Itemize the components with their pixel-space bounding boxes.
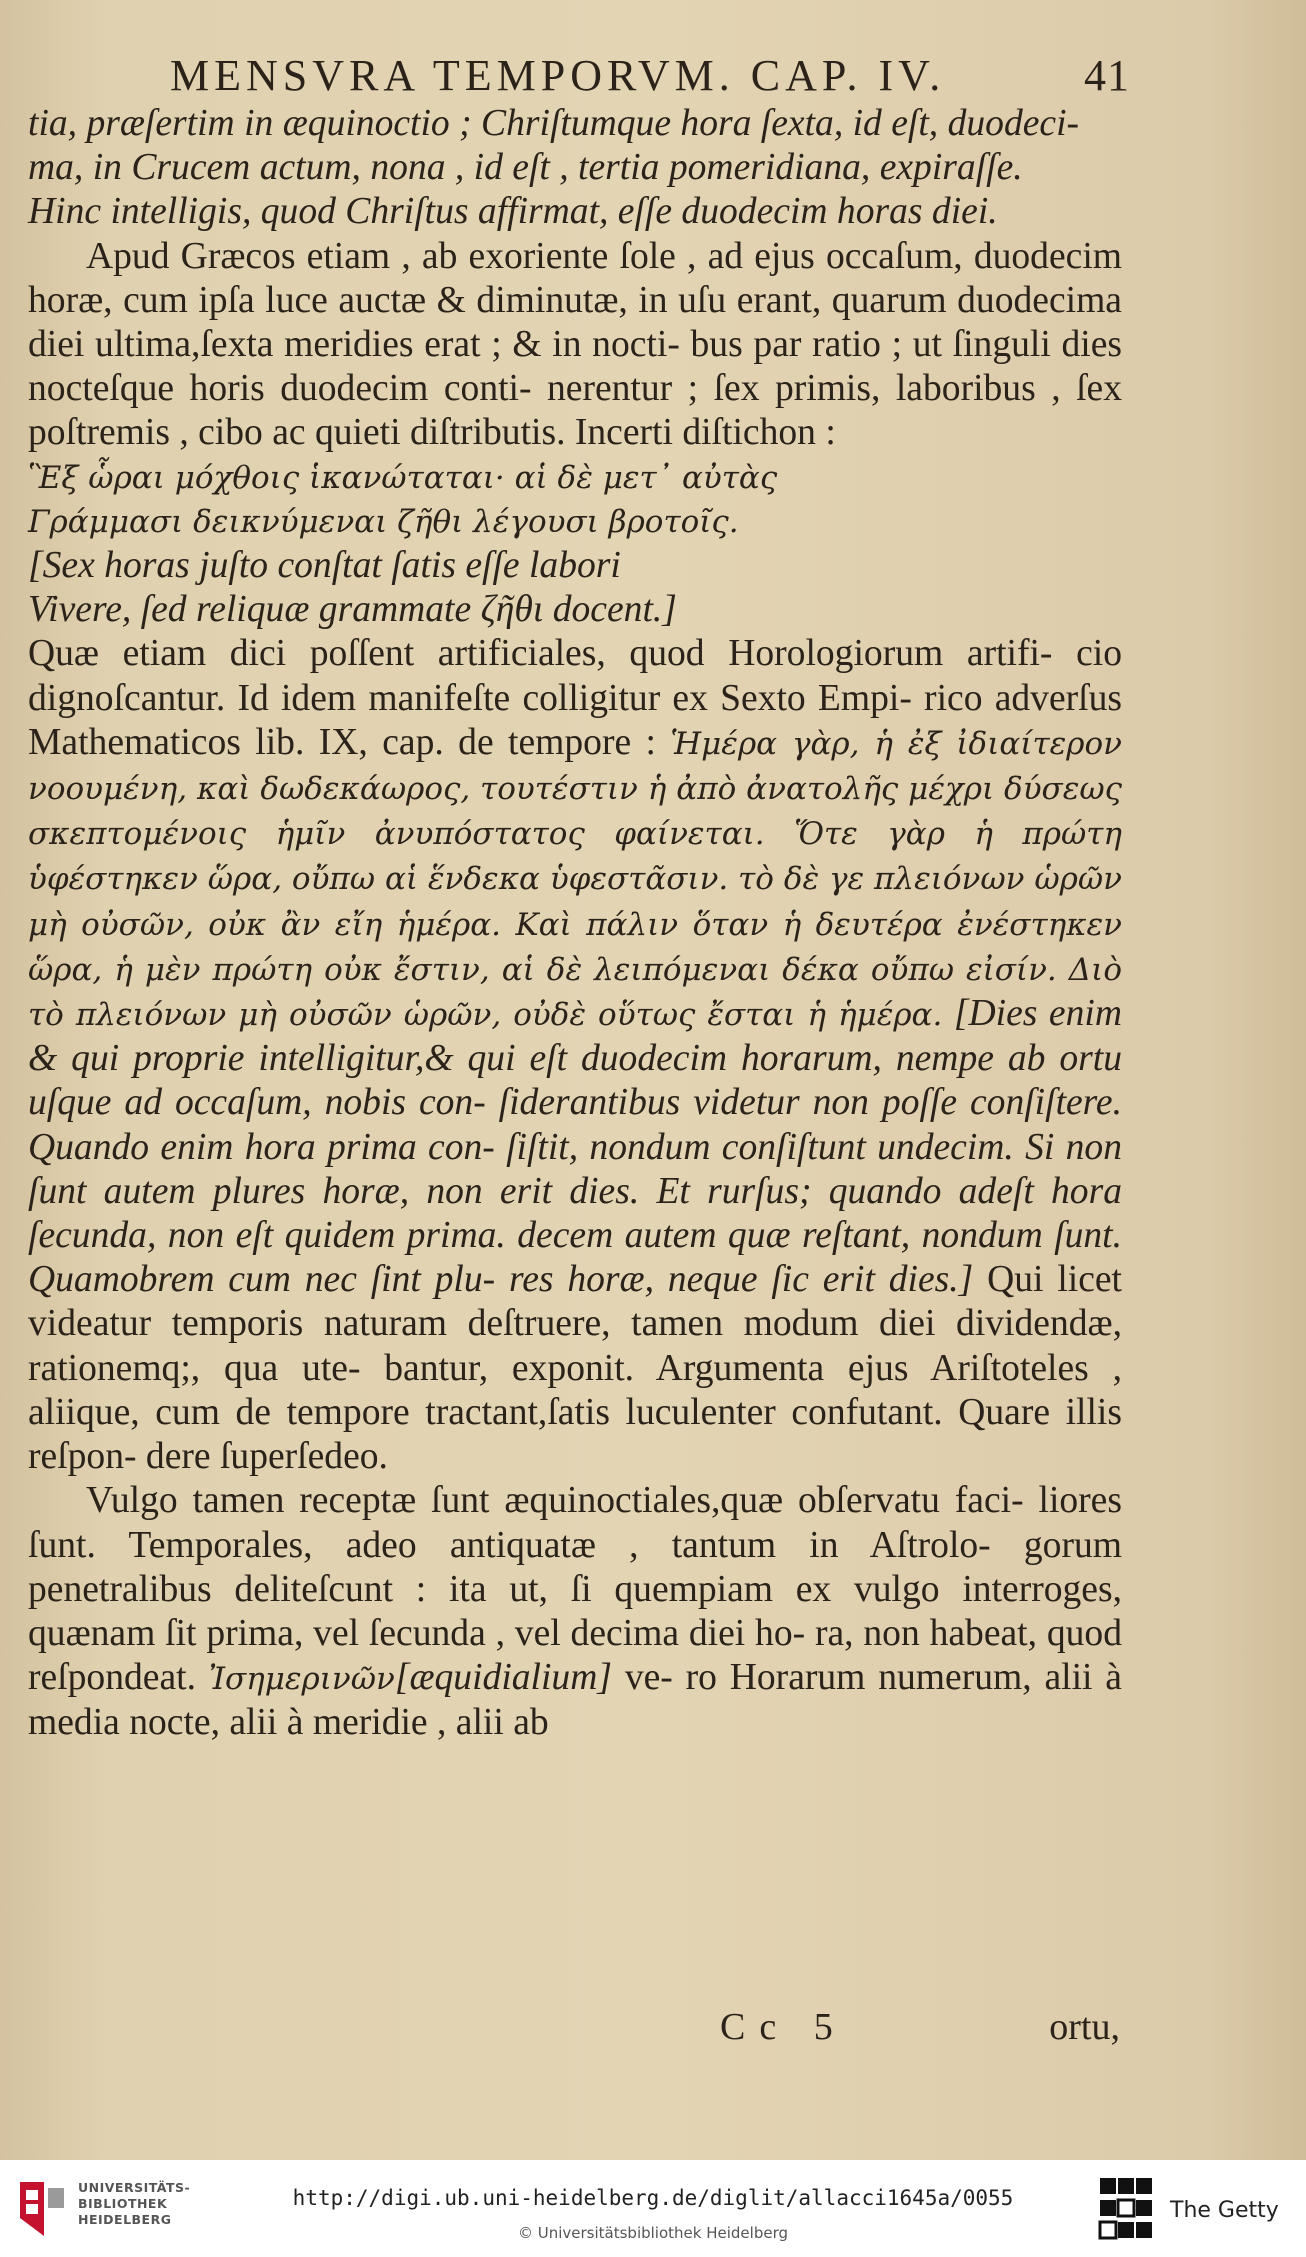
running-title: MENSVRA TEMPORVM. CAP. IV.	[170, 51, 946, 100]
paragraph-1-line-2: ma, in Crucem actum, nona , id eſt , tertia pomeridiana, expiraſſe.	[28, 147, 1023, 189]
body-text	[28, 102, 1122, 1746]
partner-name: The Getty	[1170, 2198, 1279, 2223]
copyright-notice: © Universitätsbibliothek Heidelberg	[517, 2224, 788, 2242]
page-foot	[720, 2005, 1120, 2050]
paragraph-4	[28, 1479, 1122, 1745]
logo-line-2: BIBLIOTHEK	[78, 2196, 168, 2211]
paragraph-1-line-1: tia, præſertim in æquinoctio ; Chriſtumque hora ſexta, id eſt, duodeci-	[28, 103, 1080, 144]
signature-mark: Cc 5	[720, 2006, 847, 2048]
catchword: ortu,	[1049, 2006, 1120, 2048]
latin-verse-2: Vivere, ſed reliquæ grammate ζῆθι docent.]	[28, 589, 677, 631]
greek-verse-1: Ἓξ ὧραι μόχθοις ἱκανώταται· αἱ δὲ μετ᾽ αὐτὰς	[28, 459, 778, 496]
greek-verse-2: Γράμμασι δεικνύμεναι ζῆθι λέγουσι βροτοῖς.	[28, 503, 739, 540]
paragraph-3	[28, 632, 1122, 1479]
paragraph-4-b: ve- ro Horarum numerum, alii à media nocte, alii à meridie , alii ab	[28, 1657, 1122, 1744]
logo-line-3: HEIDELBERG	[78, 2212, 172, 2227]
permalink-url[interactable]: http://digi.ub.uni-heidelberg.de/diglit/allacci1645a/0055	[292, 2186, 1014, 2210]
paragraph-4-greek-term: Ἰσημερινῶν	[208, 1661, 395, 1698]
paragraph-4-a: Vulgo tamen receptæ ſunt æquinoctiales,quæ obſervatu faci- liores ſunt. Temporales, adeo antiquatæ , tantum in Aſtrolo- gorum penetralibus deliteſcunt : ita ut, ſi quempiam ex vulgo interroges, quænam ſit prima, vel ſecunda , vel decima diei ho- ra, non habeat, quod reſpondeat.	[28, 1480, 1122, 1699]
paragraph-1-line-3: Hinc intelligis, quod Chriſtus affirmat, eſſe duodecim horas diei.	[28, 191, 998, 233]
paragraph-3-b: Qui licet videatur temporis naturam deſtruere, tamen modum diei dividendæ, rationemq;, qua ute- bantur, exponit. Argumenta ejus Ariſtoteles , aliique, cum de tempore tractant,ſatis luculenter confutant. Quare illis reſpon- dere ſuperſedeo.	[28, 1259, 1122, 1478]
sextus-latin-translation: [Dies enim & qui proprie intelligitur,& qui eſt duodecim horarum, nempe ab ortu uſque ad occaſum, nobis con- ſiderantibus videtur non poſſe conſiſtere. Quando enim hora prima con- ſiſtit, nondum conſiſtunt undecim. Si non ſunt autem plures horæ, non erit dies. Et rurſus; quando adeſt hora ſecunda, non eſt quidem prima. decem autem quæ reſtant, nondum ſunt. Quamobrem cum nec ſint plu- res horæ, neque ſic erit dies.]	[28, 993, 1122, 1301]
latin-verse-1: [Sex horas juſto conſtat ſatis eſſe labori	[28, 545, 621, 587]
paragraph-2: Apud Græcos etiam , ab exoriente ſole , ad ejus occaſum, duodecim horæ, cum ipſa luce auctæ & diminutæ, in uſu erant, quarum duodecima diei ultima,ſexta meridies erat ; & in nocti- bus par ratio ; ut ſinguli dies nocteſque horis duodecim conti- nerentur ; ſex primis, laboribus , ſex poſtremis , cibo ac quieti diſtributis. Incerti diſtichon :	[28, 235, 1122, 454]
sextus-greek-quote: Ἡμέρα γὰρ, ἡ ἐξ ἰδιαίτερον νοουμένη, καὶ δωδεκάωρος, τουτέστιν ἡ ἀπὸ ἀνατολῆς μέχρι δύσεως σκεπτομένοις ἡμῖν ἀνυπόστατος φαίνεται. Ὅτε γὰρ ἡ πρώτη ὑφέστηκεν ὥρα, οὔπω αἱ ἕνδεκα ὑφεστᾶσιν. τὸ δὲ γε πλειόνων ὡρῶν μὴ οὐσῶν, οὐκ ἂν εἴη ἡμέρα. Καὶ πάλιν ὅταν ἡ δευτέρα ἐνέστηκεν ὥρα, ἡ μὲν πρώτη οὐκ ἔστιν, αἱ δὲ λειπόμεναι δέκα οὔπω εἰσίν. Διὸ τὸ πλειόνων μὴ οὐσῶν ὡρῶν, οὐδὲ οὕτως ἔσται ἡ ἡμέρα.	[28, 725, 1122, 1034]
paragraph-3-a: Quæ etiam dici poſſent artificiales, quod Horologiorum artifi- cio dignoſcantur. Id idem manifeſte colligitur ex Sexto Empi- rico adverſus Mathematicos lib. IX, cap. de tempore :	[28, 633, 1122, 763]
logo-line-1: UNIVERSITÄTS-	[78, 2180, 191, 2195]
page-header	[170, 42, 1130, 102]
paragraph-4-latin-term: [æquidialium]	[394, 1657, 612, 1699]
page-number: 41	[1084, 51, 1130, 100]
digitization-footer	[0, 2160, 1306, 2257]
getty-logo-icon	[1098, 2176, 1154, 2242]
